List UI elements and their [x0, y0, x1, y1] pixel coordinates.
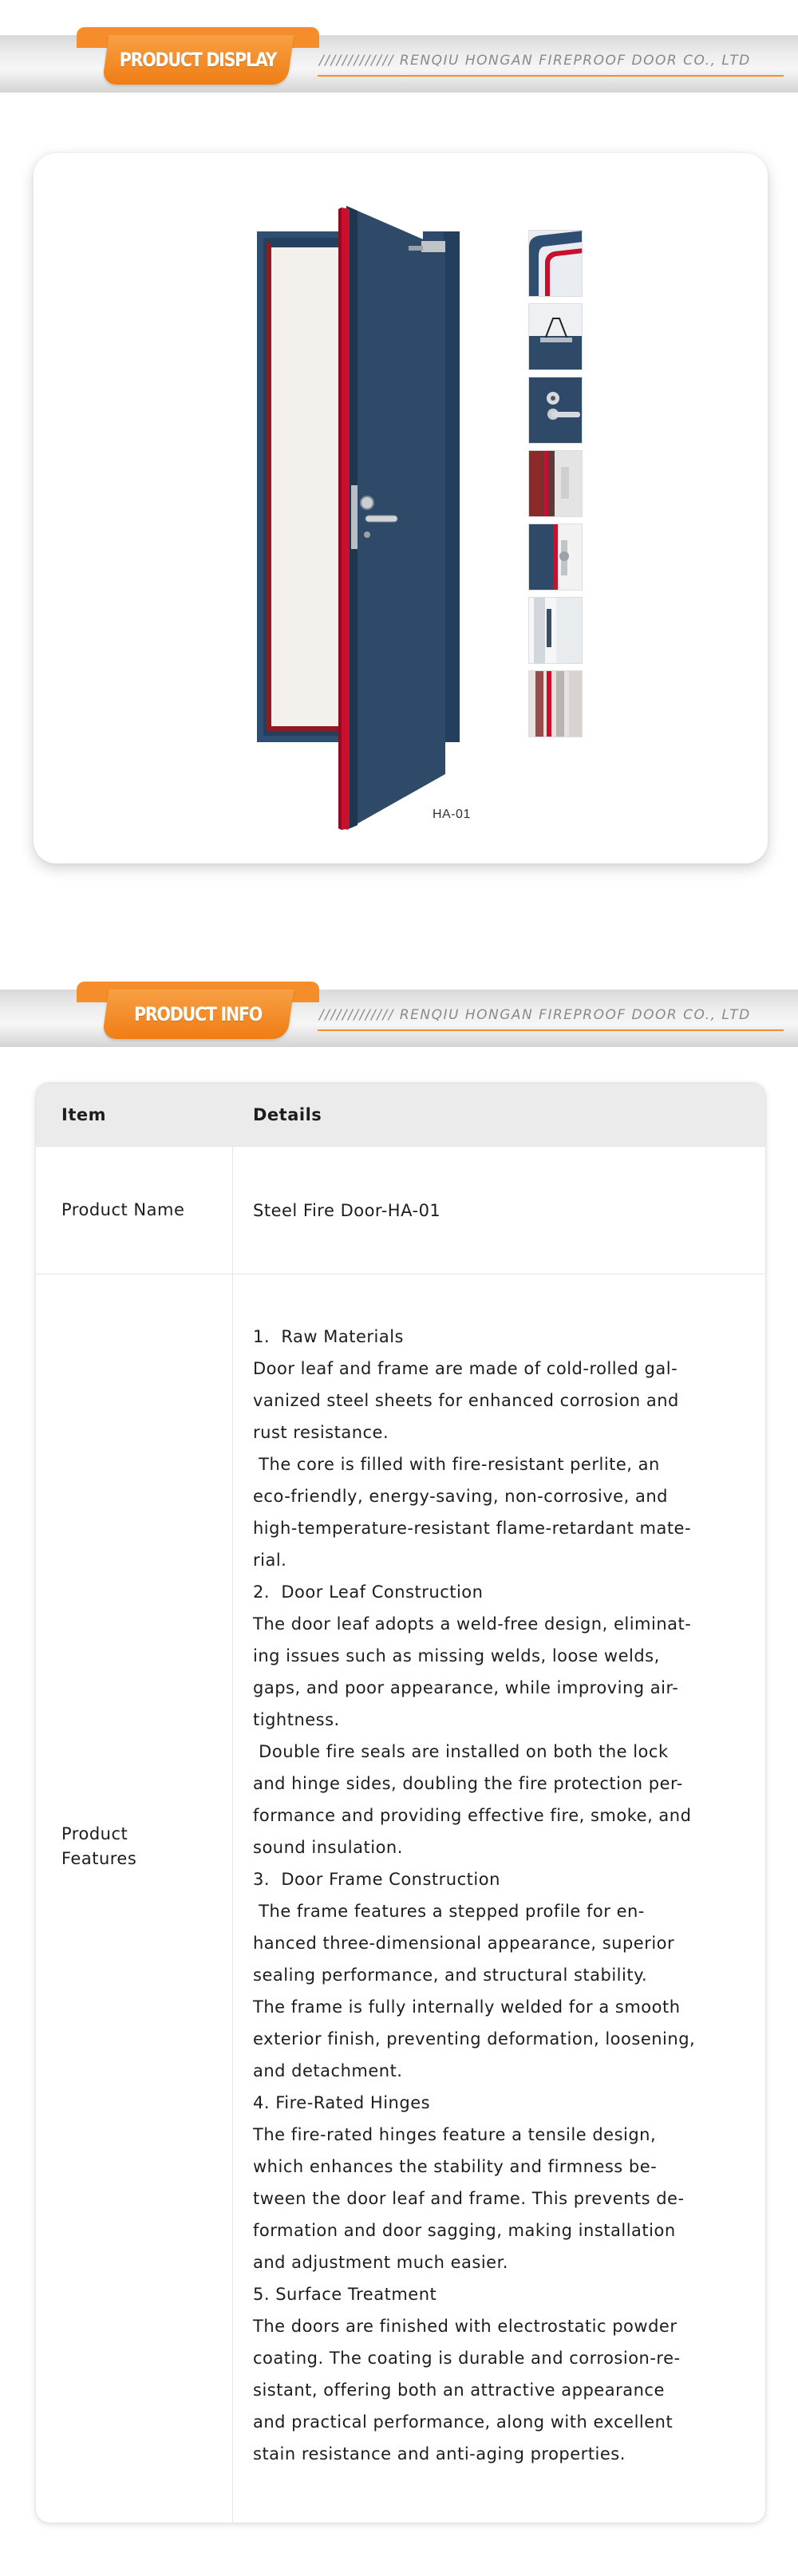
product-display-banner: [0, 0, 798, 96]
feature-line: The frame features a stepped profile for en-: [253, 1902, 645, 1921]
feature-line: tightness.: [253, 1710, 340, 1729]
feature-line: The core is filled with fire-resistant perlite, an: [253, 1455, 660, 1474]
feature-line: The doors are finished with electrostatic powder: [253, 2317, 678, 2336]
product-features-label-line1: Product: [61, 1824, 128, 1843]
feature-line: ing issues such as missing welds, loose welds,: [253, 1646, 660, 1665]
feature-line: rial.: [253, 1551, 287, 1570]
feature-line: 1. Raw Materials: [253, 1327, 404, 1346]
feature-line: The frame is fully internally welded for a smooth: [253, 1997, 681, 2017]
feature-line: 3. Door Frame Construction: [253, 1870, 500, 1889]
header-details: Details: [253, 1105, 322, 1124]
feature-line: hanced three-dimensional appearance, superior: [253, 1934, 675, 1953]
product-info-table: [35, 1082, 766, 2523]
feature-line: which enhances the stability and firmness be-: [253, 2157, 658, 2176]
feature-line: tween the door leaf and frame. This prevents de-: [253, 2189, 685, 2208]
product-info-banner: [0, 954, 798, 1050]
feature-line: eco-friendly, energy-saving, non-corrosive, and: [253, 1487, 668, 1506]
table-row-product-name: [36, 1147, 766, 1274]
feature-line: and practical performance, along with excellent: [253, 2412, 674, 2432]
product-features-label-line2: Features: [61, 1849, 137, 1868]
feature-line: and adjustment much easier.: [253, 2253, 508, 2272]
column-divider: [232, 1147, 233, 2523]
door-image: [222, 200, 509, 830]
feature-line: and hinge sides, doubling the fire protection per-: [253, 1774, 683, 1793]
header-item: Item: [61, 1105, 106, 1124]
thumbnail-door-closer[interactable]: [528, 303, 583, 370]
tagline-underline: [318, 1029, 784, 1031]
feature-line: gaps, and poor appearance, while improving air-: [253, 1678, 679, 1697]
feature-line: The door leaf adopts a weld-free design, eliminat-: [253, 1614, 692, 1634]
feature-line: high-temperature-resistant flame-retardant mate-: [253, 1519, 692, 1538]
feature-line: stain resistance and anti-aging properties.: [253, 2444, 626, 2463]
feature-line: sealing performance, and structural stability.: [253, 1966, 648, 1985]
product-display-card: [34, 153, 768, 863]
thumbnail-lever-handle[interactable]: [528, 377, 583, 444]
thumbnail-seal-strip[interactable]: [528, 670, 583, 737]
company-tagline: ///////////// RENQIU HONGAN FIREPROOF DOOR CO., LTD: [319, 1007, 751, 1023]
feature-line: Double fire seals are installed on both the lock: [253, 1742, 669, 1761]
feature-line: 2. Door Leaf Construction: [253, 1582, 484, 1602]
feature-line: The fire-rated hinges feature a tensile design,: [253, 2125, 657, 2144]
feature-line: exterior finish, preventing deformation, loosening,: [253, 2029, 696, 2049]
thumbnail-frame-seal[interactable]: [528, 450, 583, 517]
feature-line: coating. The coating is durable and corrosion-re-: [253, 2349, 681, 2368]
company-tagline: ///////////// RENQIU HONGAN FIREPROOF DOOR CO., LTD: [319, 53, 751, 69]
thumbnail-frame-corner[interactable]: [528, 230, 583, 297]
feature-line: sound insulation.: [253, 1838, 403, 1857]
table-row-product-features: [36, 1274, 766, 2523]
thumbnail-lock-hinge[interactable]: [528, 523, 583, 591]
feature-line: and detachment.: [253, 2061, 403, 2080]
feature-line: 4. Fire-Rated Hinges: [253, 2093, 431, 2112]
tagline-underline: [318, 75, 784, 77]
product-name-label: Product Name: [61, 1200, 185, 1219]
feature-line: rust resistance.: [253, 1423, 389, 1442]
banner-title: PRODUCT INFO: [133, 1003, 262, 1025]
banner-title: PRODUCT DISPLAY: [119, 49, 277, 71]
thumbnail-frame-profile[interactable]: [528, 597, 583, 664]
product-name-value: Steel Fire Door-HA-01: [253, 1201, 441, 1220]
feature-line: formation and door sagging, making installation: [253, 2221, 676, 2240]
feature-line: formance and providing effective fire, smoke, and: [253, 1806, 692, 1825]
product-features-text: [253, 1321, 741, 2470]
table-header-row: [36, 1083, 766, 1147]
model-label: HA-01: [433, 808, 471, 821]
product-features-label: [61, 1822, 221, 1871]
feature-line: vanized steel sheets for enhanced corrosion and: [253, 1391, 679, 1410]
feature-line: sistant, offering both an attractive appearance: [253, 2380, 665, 2400]
feature-line: Door leaf and frame are made of cold-rolled gal-: [253, 1359, 678, 1378]
feature-line: 5. Surface Treatment: [253, 2285, 437, 2304]
